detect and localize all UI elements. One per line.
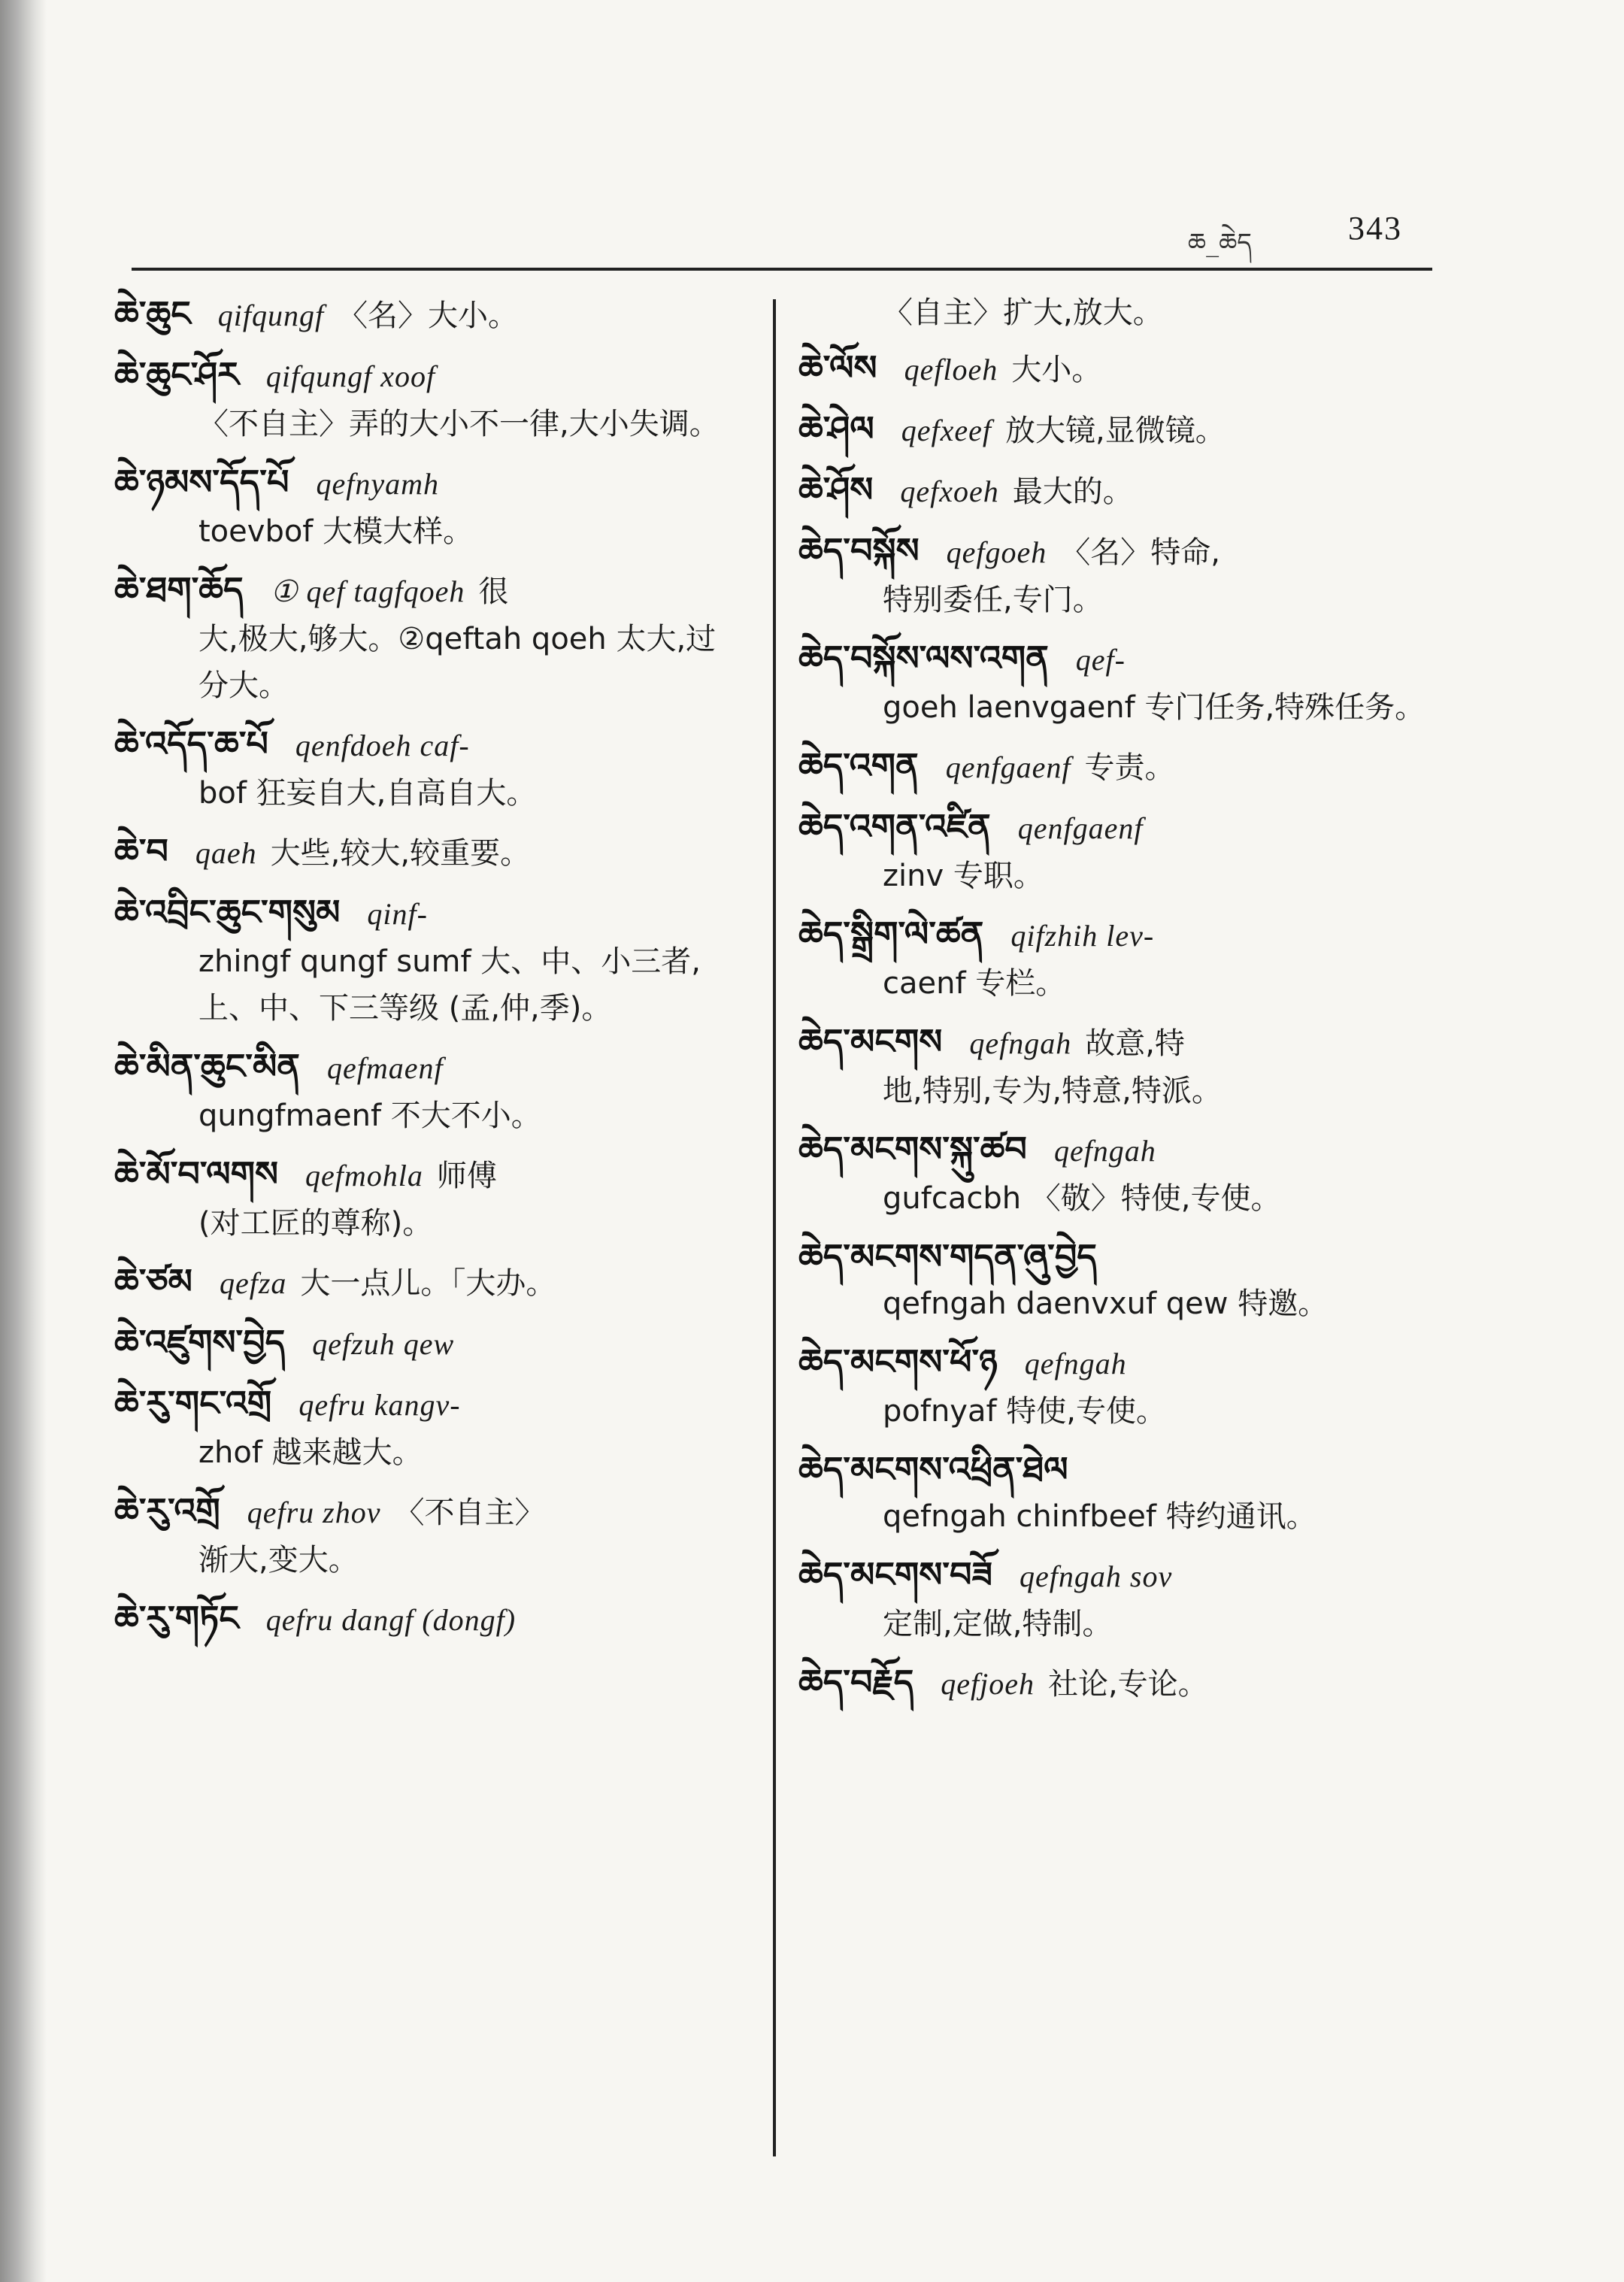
romanization: qinf- [367,897,428,931]
tibetan-headword: ཆེད་བསྐོས་ལས་འགན [798,638,1049,678]
entry-continuation: 大,极大,够大。②qeftah qoeh 太大,过分大。 [198,622,717,703]
entry-headline [798,526,1445,577]
romanization: qifzhih lev- [1010,919,1155,953]
romanization: qefngah [1053,1134,1156,1168]
dictionary-entry [798,1125,1445,1222]
dictionary-entry [114,1379,746,1476]
dictionary-entry [798,1445,1445,1540]
entry-headline [114,1318,746,1368]
entry-continuation: caenf 专栏。 [883,966,1066,1001]
tibetan-headword: ཆེ་འབྲིང་ཆུང་གསུམ [114,892,341,932]
dictionary-entry [798,405,1445,455]
entry-continuation: 定制,定做,特制。 [883,1607,1113,1641]
tibetan-headword: ཆེ་ཆུང [114,293,191,334]
entry-continuation: toevbof 大模大样。 [198,514,474,549]
chinese-gloss: 大小。 [1011,353,1102,387]
tibetan-headword: ཆེ་ལོས [798,347,877,388]
entry-continuation: zhingf qungf sumf 大、中、小三者, 上、中、下三等级 (孟,仲,季)。 [198,944,701,1026]
entry-headline [114,1257,746,1308]
tibetan-headword: ཆེད་མངགས་གདན་ཞུ་བྱེད [798,1236,1097,1277]
entry-continuation: qefngah daenvxuf qew 特邀。 [883,1286,1329,1321]
dictionary-entry [798,1232,1445,1327]
romanization: qefru zhov [247,1496,381,1529]
tibetan-headword: ཆེ་ཆུང་ཤོར [114,354,239,395]
tibetan-headword: ཆེ་ཉམས་དོད་པོ [114,462,289,502]
tibetan-headword: ཆེད་མངགས [798,1021,943,1062]
entry-headline [798,1125,1445,1175]
entry-headline [798,1338,1445,1388]
romanization: qefza [219,1266,287,1300]
dictionary-entry [798,344,1445,394]
dictionary-entry [114,1257,746,1308]
entry-continuation: zhof 越来越大。 [198,1435,423,1470]
entry-continuation: gufcacbh 〈敬〉特使,专使。 [883,1181,1281,1216]
romanization: qenfgaenf [1017,811,1144,845]
entry-headline [114,289,746,340]
dictionary-entry [114,1486,746,1583]
entry-continuation: qungfmaenf 不大不小。 [198,1099,541,1133]
romanization: qefzuh qew [312,1327,455,1361]
header-rule [132,268,1432,271]
romanization: qifqungf xoof [265,359,436,393]
entry-headline [798,1550,1445,1601]
entry-continuation: qefngah chinfbeef 特约通讯。 [883,1499,1316,1534]
tibetan-headword: ཆེ་རུ་འགྲོ [114,1490,220,1531]
tibetan-headword: ཆེད་མངགས་འཕྲིན་ཐེལ [798,1449,1068,1490]
romanization: qenfdoeh caf- [295,729,470,762]
dictionary-entry [114,1042,746,1139]
entry-continuation: pofnyaf 特使,专使。 [883,1394,1166,1429]
chinese-gloss: 〈名〉大小。 [338,299,519,333]
entry-continuation: 渐大,变大。 [198,1543,359,1577]
tibetan-headword: ཆེ་ཤོས [798,469,874,510]
tibetan-headword: ཆེ་རུ་གང་འགྲོ [114,1383,272,1423]
column-divider [773,299,776,2156]
romanization: qefjoeh [941,1667,1035,1701]
chinese-gloss: 故意,特 [1085,1026,1185,1061]
romanization: qaeh [195,836,257,870]
continued-gloss: 〈自主〉扩大,放大。 [883,295,1163,330]
entry-headline [114,1042,746,1093]
romanization: qefxoeh [900,474,999,508]
entry-headline [798,1658,1445,1708]
dictionary-entry [798,741,1445,792]
dictionary-entry [114,720,746,817]
chinese-gloss: 〈不自主〉 [394,1496,545,1530]
dictionary-entry [798,802,1445,899]
dictionary-entry [798,465,1445,516]
tibetan-headword: ཆེད་མངགས་སྐུ་ཚབ [798,1129,1027,1169]
entry-headline [114,1379,746,1429]
tibetan-headword: ཆེད་བརྗོད [798,1662,914,1702]
entry-headline [114,1486,746,1537]
entry-headline [114,720,746,770]
tibetan-headword: ཆེ་འཛུགས་བྱེད [114,1322,286,1362]
entry-continuation: (对工匠的尊称)。 [198,1206,433,1241]
chinese-gloss: 专责。 [1084,750,1175,785]
dictionary-entry [114,1150,746,1247]
romanization: qefngah [1024,1347,1127,1380]
entry-continuation: goeh laenvgaenf 专门任务,特殊任务。 [883,690,1426,725]
chinese-gloss: 大些,较大,较重要。 [270,836,531,871]
left-column [114,289,746,1655]
chinese-gloss: 〈名〉特命, [1060,535,1220,570]
chinese-gloss: 最大的。 [1012,474,1133,509]
tibetan-headword: ཆེ་འདོད་ཆ་པོ [114,723,268,764]
entry-continuation: bof 狂妄自大,自高自大。 [198,776,537,811]
entry-continuation: 特别委任,专门。 [883,583,1103,617]
dictionary-entry [114,1594,746,1644]
dictionary-entry [798,526,1445,623]
chinese-gloss: 社论,专论。 [1047,1667,1208,1702]
entry-headline [798,910,1445,960]
romanization: qefru kangv- [298,1388,461,1422]
book-spine-shadow [0,0,47,2282]
chinese-gloss: 师傅 [436,1159,497,1193]
dictionary-entry [798,1550,1445,1647]
romanization: qefmohla [305,1159,423,1193]
tibetan-headword: ཆེ་ཐག་ཆོད [114,569,244,610]
entry-headline [798,1445,1445,1493]
dictionary-entry [114,289,746,340]
entry-headline [114,565,746,616]
entry-headline [798,344,1445,394]
dictionary-entry [114,350,746,447]
tibetan-headword: ཆེ་ཤེལ [798,408,874,449]
romanization: qefngah sov [1020,1559,1173,1593]
entry-headline [798,634,1445,684]
romanization: qef- [1075,643,1126,677]
tibetan-headword: ཆེ་རུ་གཏོང [114,1598,239,1638]
entry-headline [114,350,746,401]
chinese-gloss: 放大镜,显微镜。 [1005,414,1226,448]
romanization: qefngah [969,1026,1072,1060]
romanization: qenfgaenf [945,750,1071,784]
romanization: qefmaenf [326,1051,444,1085]
chinese-gloss: 大一点儿。「大办。 [300,1266,556,1301]
entry-continuation: zinv 专职。 [883,859,1044,893]
dictionary-entry [114,565,746,709]
page-number: 343 [1348,210,1402,247]
right-column [798,289,1445,1719]
running-head: ཆ_ཆེད [1187,228,1252,258]
romanization: qifqungf [217,299,325,332]
tibetan-headword: ཆེད་མངགས་བཟོ [798,1554,993,1595]
romanization: qefnyamh [316,467,439,501]
tibetan-headword: ཆེད་འགན [798,745,919,786]
tibetan-headword: ཆེད་འགན་འཛིན [798,806,991,847]
dictionary-entry [114,458,746,555]
dictionary-entry [114,827,746,877]
page-header [132,203,1432,271]
tibetan-headword: ཆེ་མིན་ཆུང་མིན [114,1046,300,1086]
romanization: ① qef tagfqoeh [270,574,465,608]
dictionary-entry [798,1017,1445,1114]
entry-headline [114,888,746,938]
entry-headline [114,827,746,877]
romanization: qefxeef [901,414,992,447]
tibetan-headword: ཆེ་མོ་བ་ལགས [114,1153,279,1194]
entry-headline [114,458,746,508]
romanization: qefgoeh [946,535,1047,569]
entry-continuation: 〈不自主〉弄的大小不一律,大小失调。 [198,407,720,441]
dictionary-entry [114,1318,746,1368]
entry-headline [114,1150,746,1200]
chinese-gloss: 很 [478,574,509,609]
dictionary-entry [798,634,1445,731]
entry-headline [798,1017,1445,1068]
entry-continuation: 地,特别,专为,特意,特派。 [883,1074,1222,1108]
entry-headline [798,1232,1445,1280]
entry-headline [798,465,1445,516]
tibetan-headword: ཆེད་མངགས་ཕོ་ཉ [798,1341,998,1382]
entry-headline [798,741,1445,792]
tibetan-headword: ཆེ་བ [114,831,168,871]
tibetan-headword: ཆེད་སྒྲིག་ལེ་ཚན [798,914,984,954]
entry-headline [798,405,1445,455]
entry-headline [114,1594,746,1644]
tibetan-headword: ཆེད་བསྐོས [798,530,920,571]
dictionary-entry [114,888,746,1032]
romanization: qefru dangf (dongf) [265,1603,517,1637]
romanization: qefloeh [904,353,998,386]
entry-headline [798,802,1445,853]
dictionary-entry [798,910,1445,1007]
tibetan-headword: ཆེ་ཙམ [114,1261,192,1302]
dictionary-entry [798,1658,1445,1708]
dictionary-entry [798,1338,1445,1435]
